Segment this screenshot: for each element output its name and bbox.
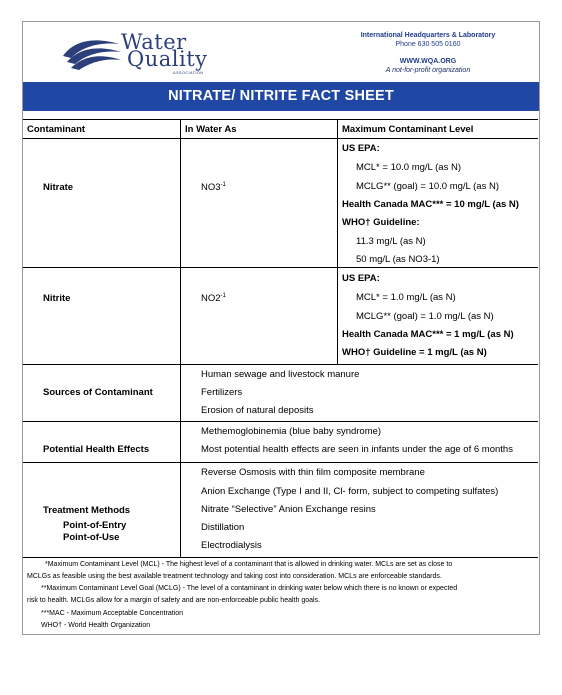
contaminant-table bbox=[23, 119, 538, 558]
footnote-line: MCLGs as feasible using the best available treatment technology and taking cost into consideration. MCLs are enforceable standards. bbox=[27, 573, 442, 580]
wave-logo-icon bbox=[61, 34, 123, 70]
logo-word-quality: Quality bbox=[127, 47, 208, 71]
logo-word-association: ASSOCIATION bbox=[173, 70, 204, 75]
table-row-nitrite bbox=[23, 268, 538, 365]
org-tagline: A not-for-profit organization bbox=[385, 67, 471, 74]
treatment-item: Electrodialysis bbox=[201, 540, 262, 551]
treatment-item: Distillation bbox=[201, 522, 245, 533]
page-title: NITRATE/ NITRITE FACT SHEET bbox=[23, 82, 539, 111]
footnote-line: WHO† - World Health Organization bbox=[41, 622, 151, 629]
table-row-sources bbox=[23, 365, 538, 422]
nitrate-mcl: MCL* = 10.0 mg/L (as N) bbox=[356, 162, 461, 173]
treatment-label: Treatment Methods bbox=[43, 505, 131, 516]
nitrite-mcl: MCL* = 1.0 mg/L (as N) bbox=[356, 292, 456, 303]
source-item: Fertilizers bbox=[201, 387, 243, 398]
nitrite-epa-heading: US EPA: bbox=[342, 273, 380, 284]
table-header-row bbox=[23, 120, 538, 139]
treatment-item: Anion Exchange (Type I and II, Cl- form, subject to competing sulfates) bbox=[201, 486, 499, 497]
footnote-line: **Maximum Contaminant Level Goal (MCLG) - The level of a contaminant in drinking water below which there is no known or expected bbox=[41, 585, 458, 592]
col-header-mcl: Maximum Contaminant Level bbox=[342, 124, 474, 135]
table-row-health-effects bbox=[23, 422, 538, 463]
nitrate-who-value-2: 50 mg/L (as NO3-1) bbox=[356, 254, 440, 265]
nitrate-epa-heading: US EPA: bbox=[342, 143, 380, 154]
footnote-line: ***MAC - Maximum Acceptable Concentration bbox=[41, 610, 184, 617]
phone-line: Phone 630 505 0160 bbox=[395, 41, 461, 48]
treatment-item: Nitrate “Selective” Anion Exchange resins bbox=[201, 504, 376, 515]
treatment-pou: Point-of-Use bbox=[63, 532, 120, 543]
nitrite-health-canada: Health Canada MAC*** = 1 mg/L (as N) bbox=[342, 329, 514, 340]
source-item: Human sewage and livestock manure bbox=[201, 369, 360, 380]
logo-word-water: Water bbox=[121, 30, 187, 54]
treatment-item: Reverse Osmosis with thin film composite membrane bbox=[201, 467, 425, 478]
nitrite-formula: $NO2^{-1}$ bbox=[201, 292, 226, 304]
source-item: Erosion of natural deposits bbox=[201, 405, 314, 416]
nitrate-label: Nitrate bbox=[43, 182, 74, 193]
nitrite-who: WHO† Guideline = 1 mg/L (as N) bbox=[342, 347, 487, 358]
health-effect-item: Methemoglobinemia (blue baby syndrome) bbox=[201, 426, 382, 437]
health-effect-item: Most potential health effects are seen in infants under the age of 6 months bbox=[201, 444, 513, 455]
footnote-line: risk to health. MCLGs allow for a margin of safety and are non-enforceable public health goals. bbox=[27, 597, 320, 604]
health-effects-label: Potential Health Effects bbox=[43, 444, 150, 455]
header bbox=[23, 22, 539, 82]
nitrate-formula: $NO3^{-1}$ bbox=[201, 181, 226, 193]
nitrate-health-canada: Health Canada MAC*** = 10 mg/L (as N) bbox=[342, 199, 519, 210]
hq-line: International Headquarters & Laboratory bbox=[360, 32, 496, 39]
footnote-line: *Maximum Contaminant Level (MCL) - The highest level of a contaminant that is allowed in drinking water. MCLs are set as close to bbox=[45, 561, 453, 568]
col-header-contaminant: Contaminant bbox=[27, 124, 86, 135]
wqa-logo bbox=[61, 30, 208, 75]
nitrate-who-heading: WHO† Guideline: bbox=[342, 217, 420, 228]
col-header-in-water-as: In Water As bbox=[185, 124, 237, 135]
sources-label: Sources of Contaminant bbox=[43, 387, 153, 398]
nitrite-mclg: MCLG** (goal) = 1.0 mg/L (as N) bbox=[356, 311, 494, 322]
nitrate-mclg: MCLG** (goal) = 10.0 mg/L (as N) bbox=[356, 181, 499, 192]
nitrate-who-value-1: 11.3 mg/L (as N) bbox=[356, 236, 426, 247]
treatment-poe: Point-of-Entry bbox=[63, 520, 127, 531]
table-row-treatment bbox=[23, 463, 538, 558]
nitrite-label: Nitrite bbox=[43, 293, 71, 304]
website-link[interactable]: WWW.WQA.ORG bbox=[399, 58, 457, 65]
fact-sheet bbox=[22, 21, 540, 635]
table-row-nitrate bbox=[23, 139, 538, 268]
